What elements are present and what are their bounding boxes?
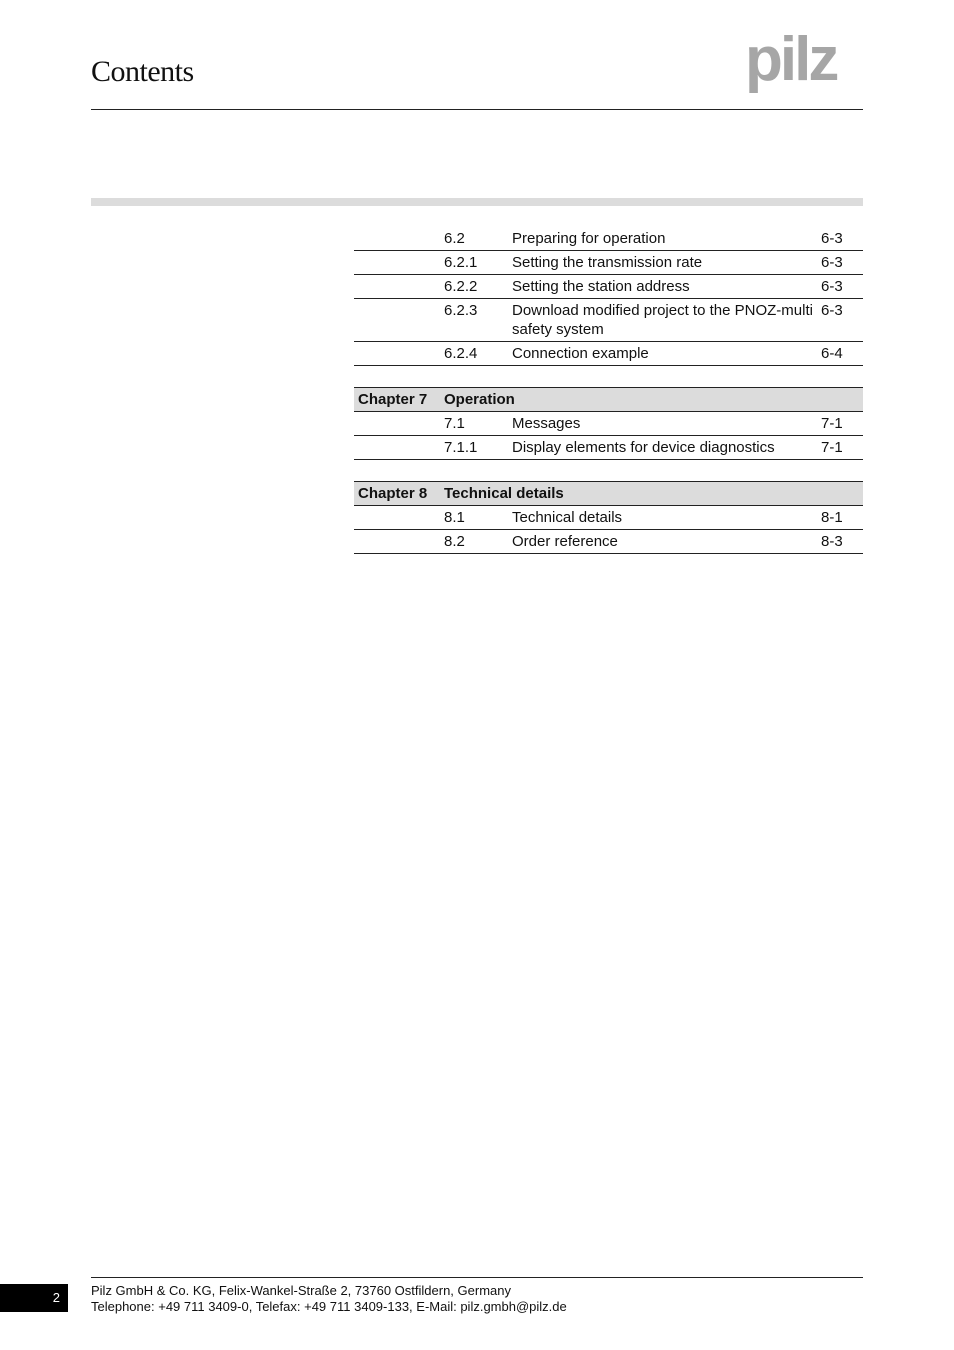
table-of-contents xyxy=(354,227,863,554)
footer-line-2: Telephone: +49 711 3409-0, Telefax: +49 711 3409-133, E-Mail: pilz.gmbh@pilz.de xyxy=(91,1299,567,1314)
toc-row[interactable] xyxy=(354,342,863,366)
toc-text: Technical details xyxy=(512,509,623,526)
toc-row[interactable] xyxy=(354,299,863,342)
toc-page: 6-4 xyxy=(821,345,843,362)
toc-text: Preparing for operation xyxy=(512,230,666,247)
page-title: Contents xyxy=(91,55,194,88)
toc-number: 7.1 xyxy=(444,415,465,432)
toc-text: Setting the transmission rate xyxy=(512,254,703,271)
logo-text: pilz xyxy=(745,30,837,94)
toc-row[interactable] xyxy=(354,506,863,530)
toc-page: 6-3 xyxy=(821,254,843,271)
chapter-heading-8[interactable] xyxy=(354,481,863,506)
toc-number: 7.1.1 xyxy=(444,439,478,456)
toc-text: Download modified project to the PNOZ-multi safety system xyxy=(512,302,813,338)
toc-number: 8.2 xyxy=(444,533,465,550)
toc-text: Setting the station address xyxy=(512,278,690,295)
chapter-heading-7[interactable] xyxy=(354,387,863,412)
chapter-title: Operation xyxy=(444,391,515,408)
toc-number: 6.2.4 xyxy=(444,345,478,362)
toc-page: 8-1 xyxy=(821,509,843,526)
footer-line-1: Pilz GmbH & Co. KG, Felix-Wankel-Straße 2, 73760 Ostfildern, Germany xyxy=(91,1283,511,1298)
footer-divider xyxy=(91,1277,863,1278)
toc-text: Order reference xyxy=(512,533,618,550)
toc-row[interactable] xyxy=(354,275,863,299)
toc-text: Connection example xyxy=(512,345,649,362)
toc-number: 6.2.1 xyxy=(444,254,478,271)
toc-number: 6.2 xyxy=(444,230,465,247)
toc-page: 7-1 xyxy=(821,439,843,456)
toc-row[interactable] xyxy=(354,251,863,275)
toc-row[interactable] xyxy=(354,530,863,554)
header-divider xyxy=(91,109,863,110)
toc-page: 6-3 xyxy=(821,230,843,247)
toc-text: Messages xyxy=(512,415,581,432)
toc-row[interactable] xyxy=(354,227,863,251)
toc-row[interactable] xyxy=(354,412,863,436)
toc-text: Display elements for device diagnostics xyxy=(512,439,775,456)
toc-page: 8-3 xyxy=(821,533,843,550)
toc-number: 6.2.2 xyxy=(444,278,478,295)
section-band xyxy=(91,198,863,206)
toc-number: 6.2.3 xyxy=(444,302,478,319)
toc-page: 6-3 xyxy=(821,302,843,319)
chapter-label: Chapter 7 xyxy=(358,391,428,408)
pilz-logo xyxy=(745,30,865,96)
toc-number: 8.1 xyxy=(444,509,465,526)
toc-page: 7-1 xyxy=(821,415,843,432)
chapter-label: Chapter 8 xyxy=(358,485,428,502)
chapter-title: Technical details xyxy=(444,485,564,502)
page-number: 2 xyxy=(0,1284,68,1312)
footer-address xyxy=(91,1283,567,1315)
toc-page: 6-3 xyxy=(821,278,843,295)
toc-row[interactable] xyxy=(354,436,863,460)
